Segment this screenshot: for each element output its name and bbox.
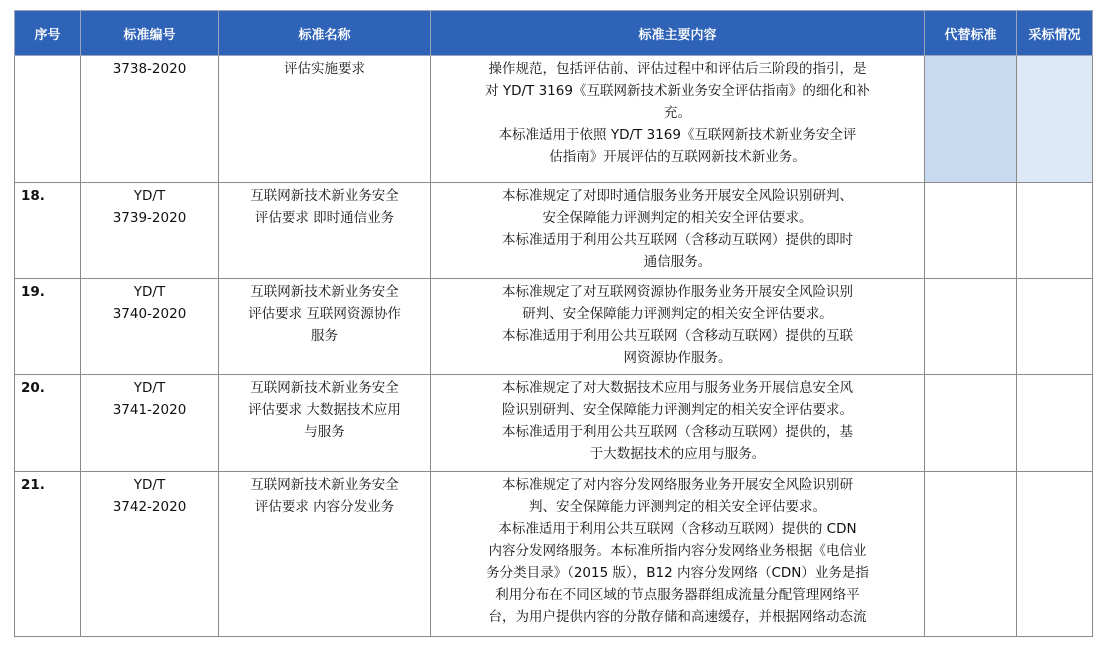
code-line: 3740-2020 <box>112 306 187 322</box>
content-line: 判、安全保障能力评测判定的相关安全评估要求。 <box>529 499 826 515</box>
name-line: 评估要求 大数据技术应用 <box>248 402 401 418</box>
header-replace: 代替标准 <box>925 11 1017 56</box>
cell-code <box>81 279 219 375</box>
content-line: 本标准规定了对内容分发网络服务业务开展安全风险识别研 <box>502 477 853 493</box>
table-row <box>15 279 1093 375</box>
header-content: 标准主要内容 <box>431 11 925 56</box>
cell-content <box>431 279 925 375</box>
standards-table <box>14 10 1093 637</box>
cell-content <box>431 183 925 279</box>
content-line: 通信服务。 <box>643 254 712 270</box>
cell-idx: 20. <box>15 375 81 472</box>
cell-code <box>81 472 219 637</box>
name-line: 评估要求 内容分发业务 <box>254 499 395 515</box>
content-line: 本标准适用于利用公共互联网（含移动互联网）提供的 CDN <box>498 521 857 537</box>
cell-content <box>431 472 925 637</box>
code-line: 3742-2020 <box>112 499 187 515</box>
table-row <box>15 472 1093 637</box>
cell-name <box>219 183 431 279</box>
cell-adopt <box>1017 183 1093 279</box>
table-body <box>15 56 1093 637</box>
header-name: 标准名称 <box>219 11 431 56</box>
name-line: 评估要求 互联网资源协作 <box>248 306 401 322</box>
content-line: 对 YD/T 3169《互联网新技术新业务安全评估指南》的细化和补 <box>485 83 870 99</box>
content-line: 务分类目录》（2015 版），B12 内容分发网络（CDN）业务是指 <box>486 565 869 581</box>
content-line: 安全保障能力评测判定的相关安全评估要求。 <box>542 210 813 226</box>
content-line: 本标准适用于利用公共互联网（含移动互联网）提供的，基 <box>502 424 853 440</box>
code-line: 3739-2020 <box>112 210 187 226</box>
name-line: 互联网新技术新业务安全 <box>250 188 399 204</box>
content-line: 台，为用户提供内容的分散存储和高速缓存，并根据网络动态流 <box>488 609 867 625</box>
content-line: 操作规范，包括评估前、评估过程中和评估后三阶段的指引，是 <box>488 61 867 77</box>
cell-idx: 21. <box>15 472 81 637</box>
header-code: 标准编号 <box>81 11 219 56</box>
cell-replace <box>925 472 1017 637</box>
cell-idx <box>15 56 81 183</box>
name-line: 互联网新技术新业务安全 <box>250 284 399 300</box>
cell-content <box>431 375 925 472</box>
cell-adopt <box>1017 56 1093 183</box>
cell-adopt <box>1017 279 1093 375</box>
content-line: 网资源协作服务。 <box>623 350 732 366</box>
code-line: YD/T <box>133 477 166 493</box>
content-line: 险识别研判、安全保障能力评测判定的相关安全评估要求。 <box>502 402 853 418</box>
name-line: 互联网新技术新业务安全 <box>250 380 399 396</box>
cell-replace <box>925 183 1017 279</box>
name-line: 互联网新技术新业务安全 <box>250 477 399 493</box>
cell-name <box>219 56 431 183</box>
cell-name <box>219 279 431 375</box>
table-header <box>15 11 1093 56</box>
cell-idx: 19. <box>15 279 81 375</box>
cell-adopt <box>1017 472 1093 637</box>
content-line: 内容分发网络服务。本标准所指内容分发网络业务根据《电信业 <box>488 543 867 559</box>
code-line: YD/T <box>133 380 166 396</box>
cell-name <box>219 375 431 472</box>
content-line: 充。 <box>664 105 691 121</box>
cell-replace <box>925 56 1017 183</box>
content-line: 利用分布在不同区域的节点服务器群组成流量分配管理网络平 <box>495 587 860 603</box>
content-line: 本标准规定了对即时通信服务业务开展安全风险识别研判、 <box>502 188 853 204</box>
header-adopt: 采标情况 <box>1017 11 1093 56</box>
name-line: 评估实施要求 <box>284 61 365 77</box>
code-line: 3741-2020 <box>112 402 187 418</box>
header-idx: 序号 <box>15 11 81 56</box>
code-line: YD/T <box>133 284 166 300</box>
name-line: 服务 <box>311 328 338 344</box>
content-line: 本标准适用于利用公共互联网（含移动互联网）提供的互联 <box>502 328 853 344</box>
cell-idx: 18. <box>15 183 81 279</box>
content-line: 本标准适用于利用公共互联网（含移动互联网）提供的即时 <box>502 232 853 248</box>
code-line: YD/T <box>133 188 166 204</box>
content-line: 研判、安全保障能力评测判定的相关安全评估要求。 <box>522 306 833 322</box>
cell-code <box>81 183 219 279</box>
content-line: 本标准规定了对互联网资源协作服务业务开展安全风险识别 <box>502 284 853 300</box>
cell-replace <box>925 375 1017 472</box>
cell-name <box>219 472 431 637</box>
name-line: 评估要求 即时通信业务 <box>254 210 395 226</box>
table-row <box>15 56 1093 183</box>
table-row <box>15 375 1093 472</box>
content-line: 本标准适用于依照 YD/T 3169《互联网新技术新业务安全评 <box>498 127 857 143</box>
content-line: 本标准规定了对大数据技术应用与服务业务开展信息安全风 <box>502 380 853 396</box>
cell-code <box>81 56 219 183</box>
content-line: 估指南》开展评估的互联网新技术新业务。 <box>549 149 806 165</box>
name-line: 与服务 <box>304 424 345 440</box>
cell-replace <box>925 279 1017 375</box>
cell-content <box>431 56 925 183</box>
code-line: 3738-2020 <box>112 61 187 77</box>
cell-code <box>81 375 219 472</box>
content-line: 于大数据技术的应用与服务。 <box>589 446 766 462</box>
table-row <box>15 183 1093 279</box>
cell-adopt <box>1017 375 1093 472</box>
